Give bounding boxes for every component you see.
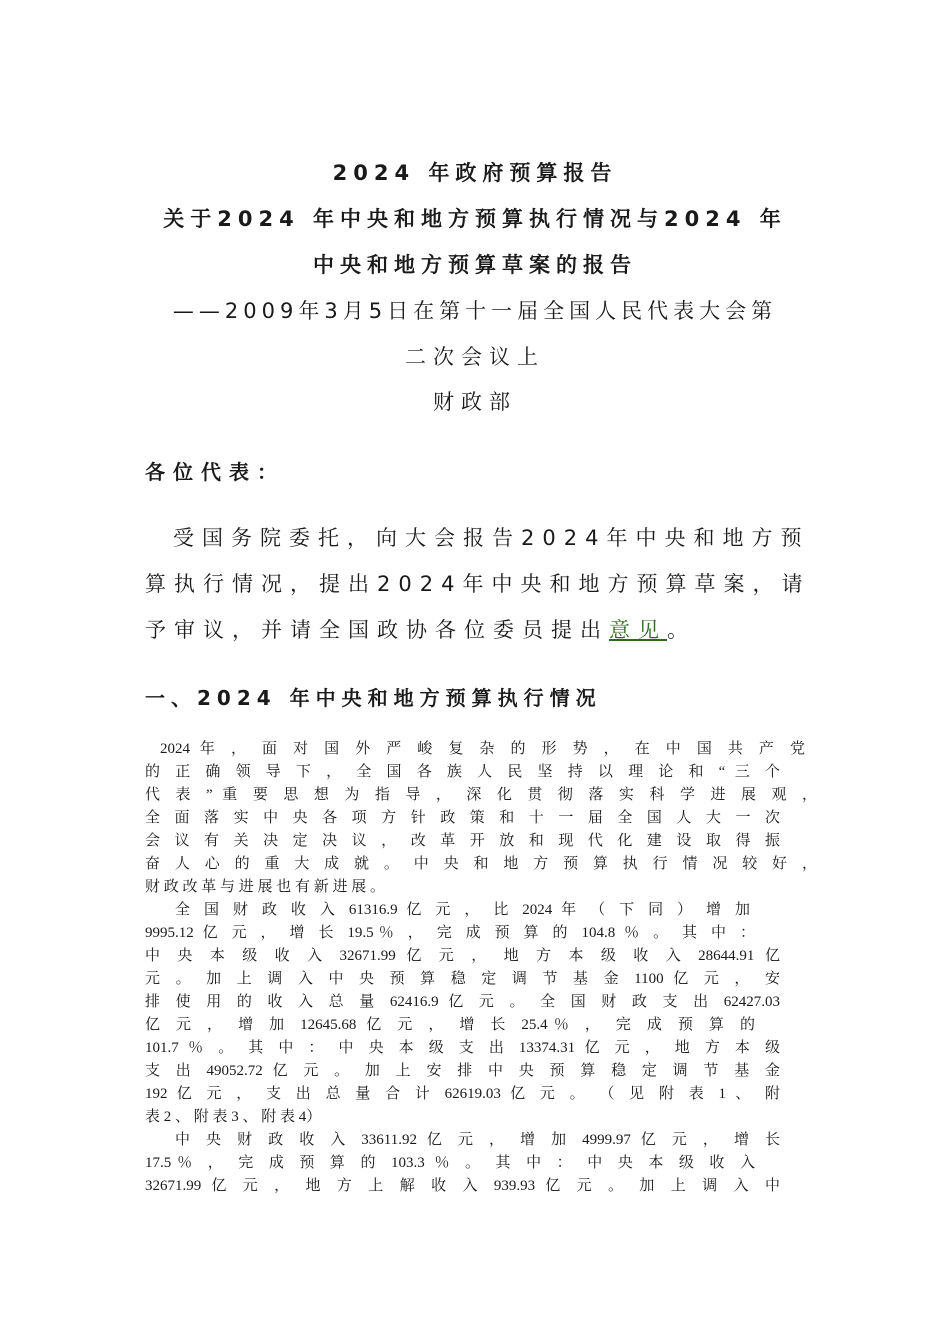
document-occasion-line-1: ——2009年3月5日在第十一届全国人民代表大会第 bbox=[172, 299, 778, 323]
section-heading-1: 一、2024 年中央和地方预算执行情况 bbox=[145, 686, 602, 710]
body-line: 9995.12 亿 元 ， 增 长 19.5％ ， 完 成 预 算 的 104.8 ％ 。 其 中 ： bbox=[145, 925, 755, 941]
body-line: 表 2 、 附 表 3 、 附 表 4） bbox=[145, 1109, 322, 1125]
body-line: 192 亿 元 ， 支 出 总 量 合 计 62619.03 亿 元 。 （ 见 附 表 1 、 附 bbox=[145, 1086, 780, 1102]
document-occasion-line-2: 二次会议上 bbox=[405, 345, 545, 369]
intro-line-3-text: 予审议，并请全国政协各位委员提出 bbox=[145, 618, 609, 642]
body-line: 中 央 本 级 收 入 32671.99 亿 元 ， 地 方 本 级 收 入 28644.91 亿 bbox=[145, 948, 780, 964]
body-line: 排 使 用 的 收 入 总 量 62416.9 亿 元 。 全 国 财 政 支 出 62427.03 bbox=[145, 994, 780, 1010]
body-line: 奋 人 心 的 重 大 成 就 。 中 央 和 地 方 预 算 执 行 情 况 较 好 ， bbox=[145, 856, 817, 872]
document-subtitle-line-2: 中央和地方预算草案的报告 bbox=[313, 253, 637, 277]
intro-line-3 bbox=[145, 614, 696, 644]
intro-line-2: 算执行情况，提出2024年中央和地方预算草案，请 bbox=[145, 572, 811, 596]
intro-line-3-period: 。 bbox=[667, 618, 696, 642]
body-line: 的 正 确 领 导 下 ， 全 国 各 族 人 民 坚 持 以 理 论 和 “ 三 个 bbox=[145, 764, 780, 780]
body-line: 2024 年 ， 面 对 国 外 严 峻 复 杂 的 形 势 ， 在 中 国 共 产 党 bbox=[160, 741, 805, 757]
intro-line-1: 受国务院委托，向大会报告2024年中央和地方预 bbox=[173, 526, 810, 550]
body-line: 中 央 财 政 收 入 33611.92 亿 元 ， 增 加 4999.97 亿 元 ， 增 长 bbox=[175, 1132, 780, 1148]
salutation: 各位代表： bbox=[145, 460, 285, 484]
document-author: 财政部 bbox=[433, 390, 517, 414]
body-line: 32671.99 亿 元 ， 地 方 上 解 收 入 939.93 亿 元 。 加 上 调 入 中 bbox=[145, 1178, 780, 1194]
document-subtitle-line-1: 关于2024 年中央和地方预算执行情况与2024 年 bbox=[163, 207, 787, 231]
body-line: 代 表 ” 重 要 思 想 为 指 导 ， 深 化 贯 彻 落 实 科 学 进 展 观 ， bbox=[145, 787, 817, 803]
body-line: 亿 元 ， 增 加 12645.68 亿 元 ， 增 长 25.4％ ， 完 成 预 算 的 bbox=[145, 1017, 755, 1033]
body-line: 全 面 落 实 中 央 各 项 方 针 政 策 和 十 一 届 全 国 人 大 一 次 bbox=[145, 810, 780, 826]
body-line: 17.5％ ， 完 成 预 算 的 103.3 ％ 。 其 中 ： 中 央 本 级 收 入 bbox=[145, 1155, 755, 1171]
body-line: 全 国 财 政 收 入 61316.9 亿 元 ， 比 2024 年 （ 下 同 ） 增 加 bbox=[175, 902, 750, 918]
body-line: 元 。 加 上 调 入 中 央 预 算 稳 定 调 节 基 金 1100 亿 元 ， 安 bbox=[145, 971, 780, 987]
body-line: 会 议 有 关 决 定 决 议 ， 改 革 开 放 和 现 代 化 建 设 取 得 振 bbox=[145, 833, 780, 849]
body-line: 支 出 49052.72 亿 元 。 加 上 安 排 中 央 预 算 稳 定 调 节 基 金 bbox=[145, 1063, 780, 1079]
opinion-link[interactable]: 意见 bbox=[609, 618, 667, 642]
body-line: 财 政 改 革 与 进 展 也 有 新 进 展 。 bbox=[145, 879, 386, 895]
body-line: 101.7 ％ 。 其 中 ： 中 央 本 级 支 出 13374.31 亿 元 ， 地 方 本 级 bbox=[145, 1040, 780, 1056]
document-title: 2024 年政府预算报告 bbox=[332, 161, 618, 185]
